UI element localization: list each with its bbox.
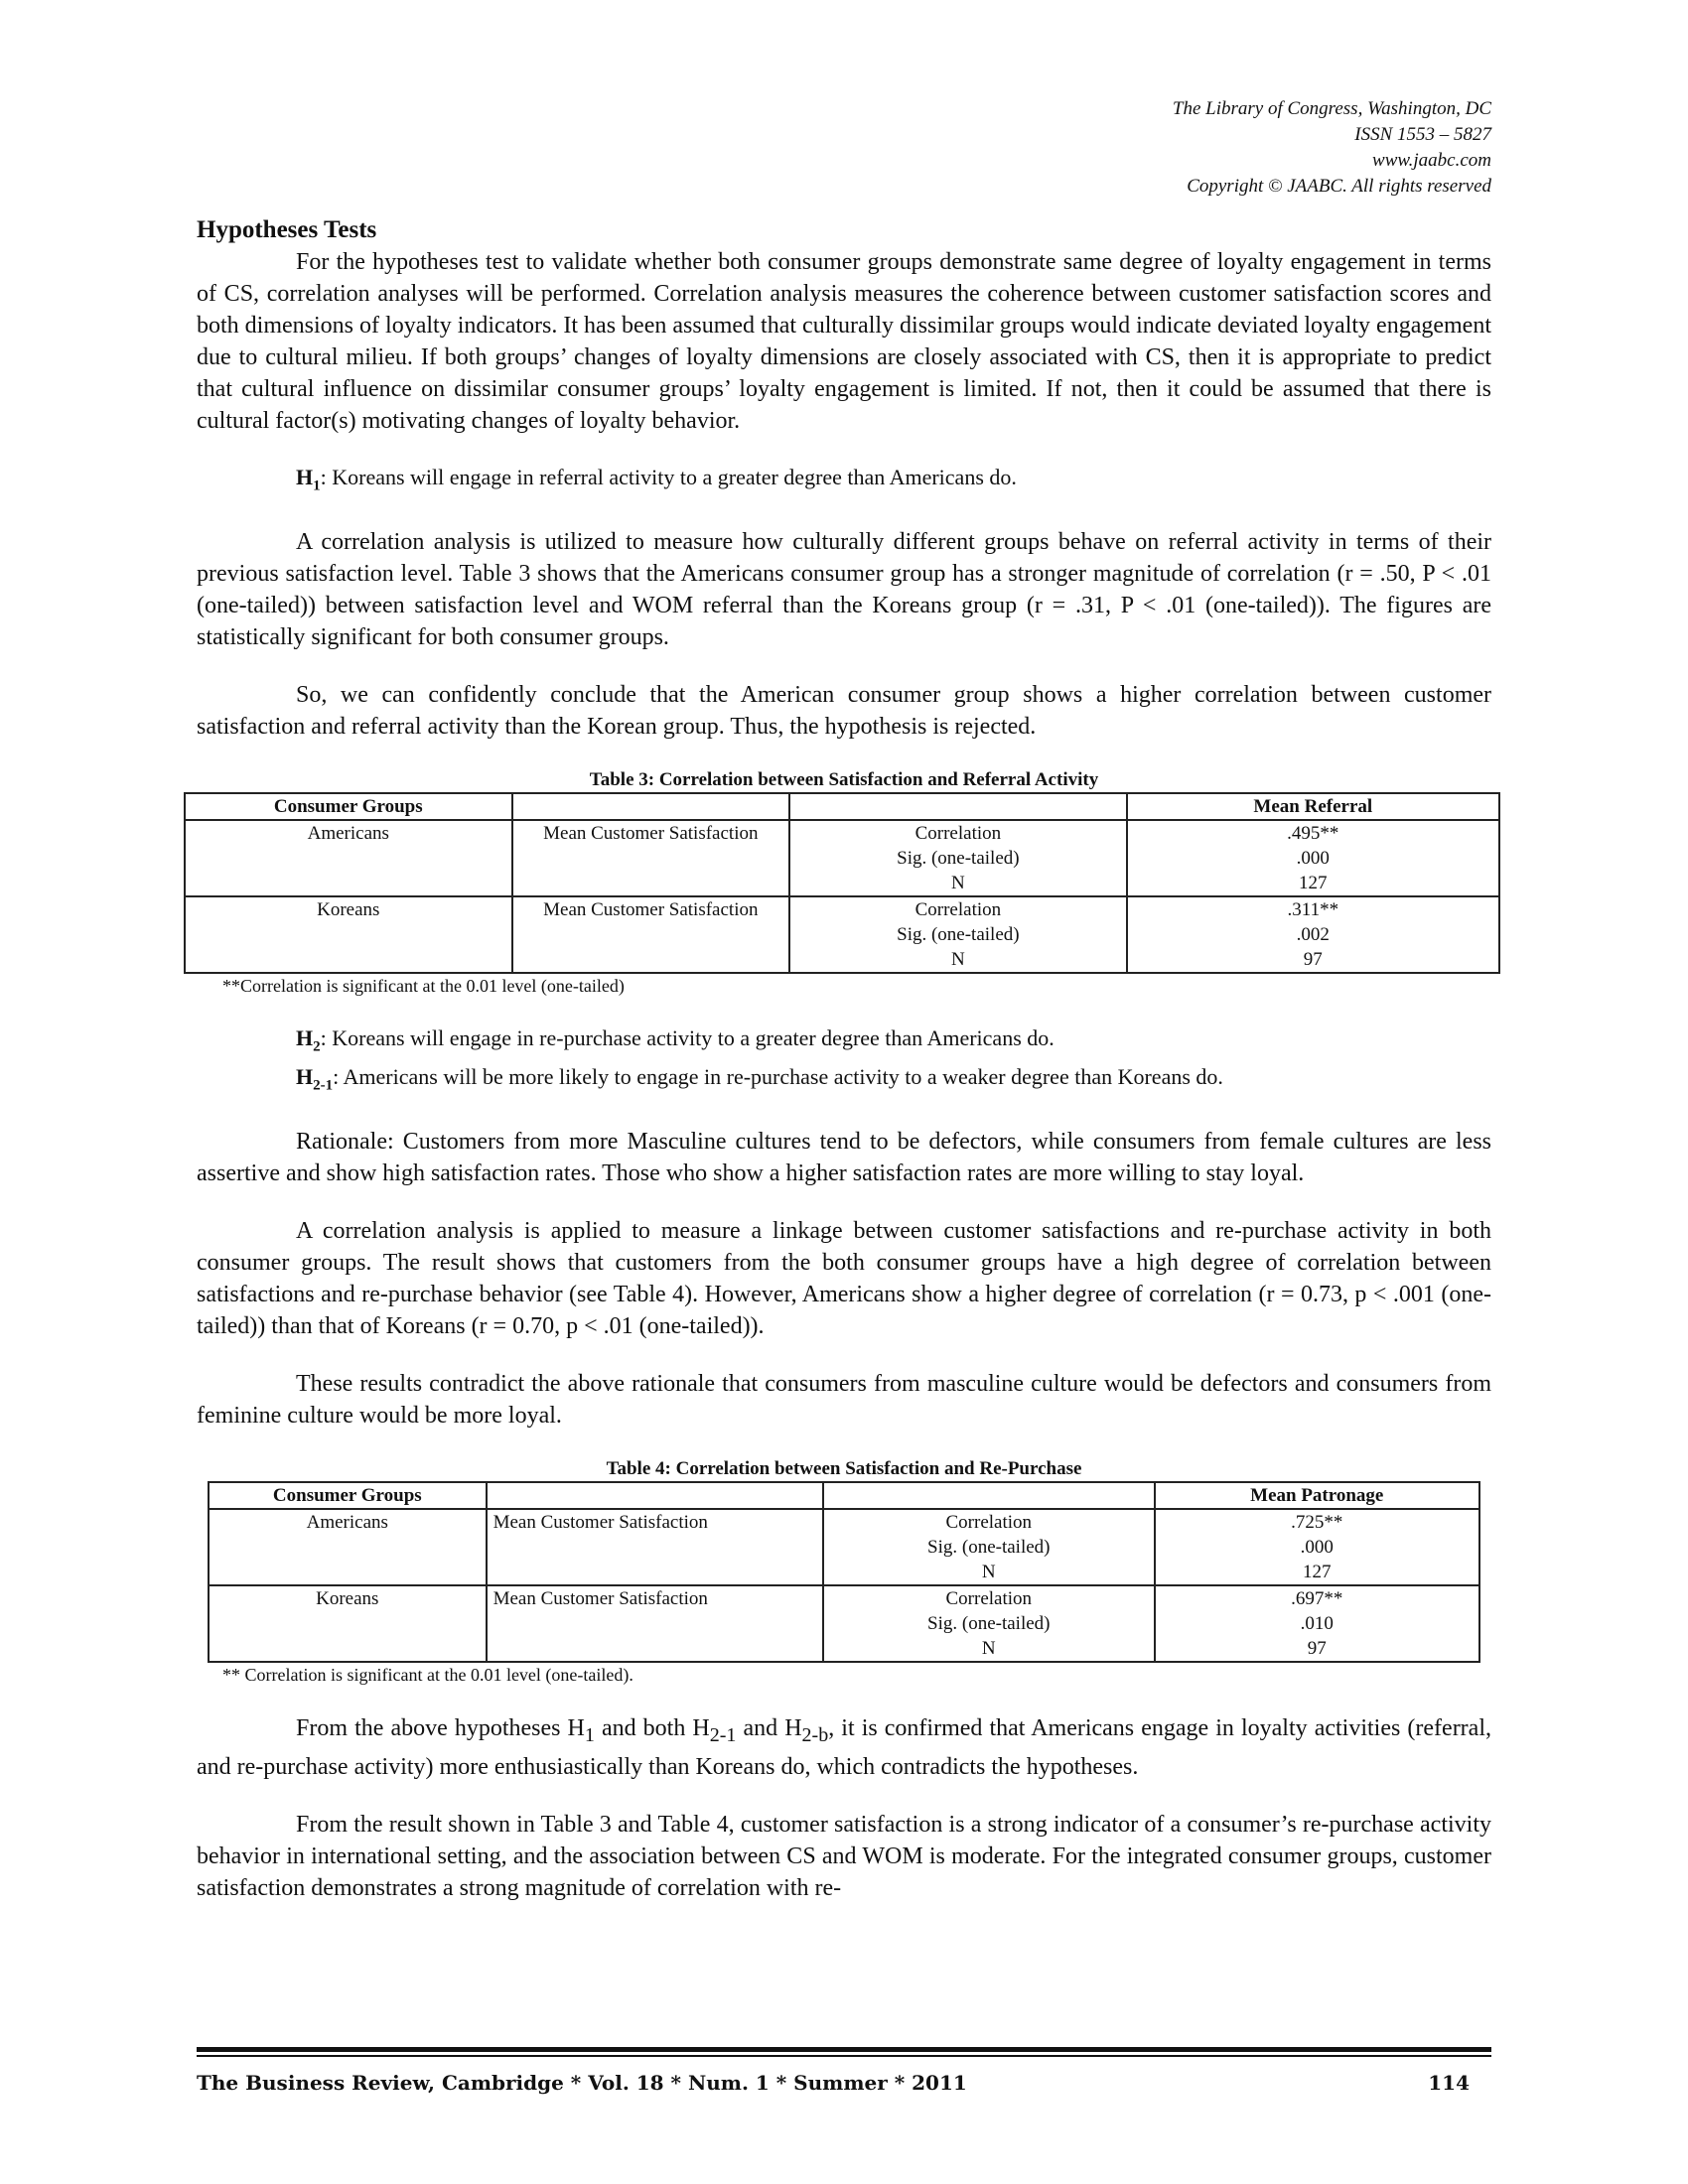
paragraph-3: So, we can confidently conclude that the American consumer group shows a higher correlation between customer satisfaction and referral activity than the Korean group. Thus, the hypothesis is rejected.	[197, 682, 1491, 741]
header-line-1: The Library of Congress, Washington, DC	[1172, 98, 1491, 119]
hypothesis-1-label: H	[296, 465, 314, 489]
table-row: Koreans Mean Customer Satisfaction Correlation Sig. (one-tailed) N .697** .010 97	[209, 1585, 1479, 1662]
section-title: Hypotheses Tests	[197, 216, 377, 243]
table-row: Americans Mean Customer Satisfaction Correlation Sig. (one-tailed) N .725** .000 127	[209, 1509, 1479, 1585]
page-footer	[197, 2047, 1491, 2095]
footer-rule-thin	[197, 2055, 1491, 2057]
table-4-header-row	[209, 1482, 1479, 1509]
table-3-header-groups: Consumer Groups	[185, 793, 512, 820]
paragraph-8: From the result shown in Table 3 and Table 4, customer satisfaction is a strong indicator of a consumer’s re-purchase activity behavior in international setting, and the association between CS and WOM is moderate. For the integrated consumer groups, customer satisfaction demonstrates a strong magnitude of correlation with re-	[197, 1811, 1491, 1901]
hypothesis-2-1: $H_{2-1}$: Americans will be more likely to engage in re-purchase activity to a weaker degree than Koreans do.	[296, 1063, 1223, 1094]
paragraph-2: A correlation analysis is utilized to measure how culturally different groups behave on referral activity in terms of their previous satisfaction level. Table 3 shows that the Americans consumer group has a stronger magnitude of correlation (r = .50, P < .01 (one-tailed)) between satisfaction level and WOM referral than the Koreans group (r = .31, P < .01 (one-tailed)). The figures are statistically significant for both consumer groups.	[197, 529, 1491, 651]
hypothesis-1-sub: 1	[313, 478, 321, 494]
header-line-3: www.jaabc.com	[1372, 150, 1491, 171]
table-4-header-mean-patronage: Mean Patronage	[1155, 1482, 1480, 1509]
table-4-note: ** Correlation is significant at the 0.01 level (one-tailed).	[222, 1665, 633, 1686]
table-4-header-groups: Consumer Groups	[209, 1482, 487, 1509]
table-3-header-mean-referral: Mean Referral	[1127, 793, 1499, 820]
table-3	[184, 792, 1500, 974]
footer-rule-thick	[197, 2047, 1491, 2052]
paragraph-7: From the above hypotheses $H_1$ and both $H_{2-1}$ and $H_{2-b}$, it is confirmed that Americans engage in loyalty activities (referral, and re-purchase activity) more enthusiastically than Koreans do, which contradicts the hypotheses.	[197, 1715, 1491, 1780]
header-line-4: Copyright © JAABC. All rights reserved	[1187, 176, 1491, 197]
table-4	[208, 1481, 1480, 1663]
hypothesis-1-text: : Koreans will engage in referral activity to a greater degree than Americans do.	[320, 465, 1017, 489]
paragraph-6: These results contradict the above rationale that consumers from masculine culture would be defectors and consumers from feminine culture would be more loyal.	[197, 1371, 1491, 1430]
hypothesis-2: $H_2$: Koreans will engage in re-purchase activity to a greater degree than Americans do.	[296, 1025, 1055, 1055]
table-row: Koreans Mean Customer Satisfaction Correlation Sig. (one-tailed) N .311** .002 97	[185, 896, 1499, 973]
header-line-2: ISSN 1553 – 5827	[1354, 124, 1491, 145]
paragraph-1: For the hypotheses test to validate whether both consumer groups demonstrate same degree of loyalty engagement in terms of CS, correlation analyses will be performed. Correlation analysis measures the coherence between customer satisfaction scores and both dimensions of loyalty indicators. It has been assumed that culturally dissimilar groups would indicate deviated loyalty engagement due to cultural milieu. If both groups’ changes of loyalty dimensions are closely associated with CS, then it is appropriate to predict that cultural influence on dissimilar consumer groups’ loyalty engagement is limited. If not, then it could be assumed that there is cultural factor(s) motivating changes of loyalty behavior.	[197, 249, 1491, 434]
table-4-caption: Table 4: Correlation between Satisfaction and Re-Purchase	[606, 1458, 1082, 1480]
page-number: 114	[1428, 2071, 1470, 2095]
main-content	[197, 214, 1491, 1904]
paragraph-5: A correlation analysis is applied to measure a linkage between customer satisfactions and re-purchase activity in both consumer groups. The result shows that customers from the both consumer groups have a high degree of correlation between satisfactions and re-purchase behavior (see Table 4). However, Americans show a higher degree of correlation (r = 0.73, p < .001 (one-tailed)) than that of Koreans (r = 0.70, p < .01 (one-tailed)).	[197, 1218, 1491, 1340]
table-3-caption: Table 3: Correlation between Satisfaction and Referral Activity	[589, 769, 1099, 791]
table-row: Americans Mean Customer Satisfaction Correlation Sig. (one-tailed) N .495** .000 127	[185, 820, 1499, 896]
paragraph-4: Rationale: Customers from more Masculine cultures tend to be defectors, while consumers from female cultures are less assertive and show high satisfaction rates. Those who show a higher satisfaction rates are more willing to stay loyal.	[197, 1129, 1491, 1187]
journal-header	[1173, 96, 1491, 200]
table-3-header-row	[185, 793, 1499, 820]
table-3-note: **Correlation is significant at the 0.01 level (one-tailed)	[222, 976, 625, 997]
hypothesis-1	[296, 463, 1491, 500]
footer-journal: The Business Review, Cambridge * Vol. 18 * Num. 1 * Summer * 2011	[197, 2071, 967, 2095]
